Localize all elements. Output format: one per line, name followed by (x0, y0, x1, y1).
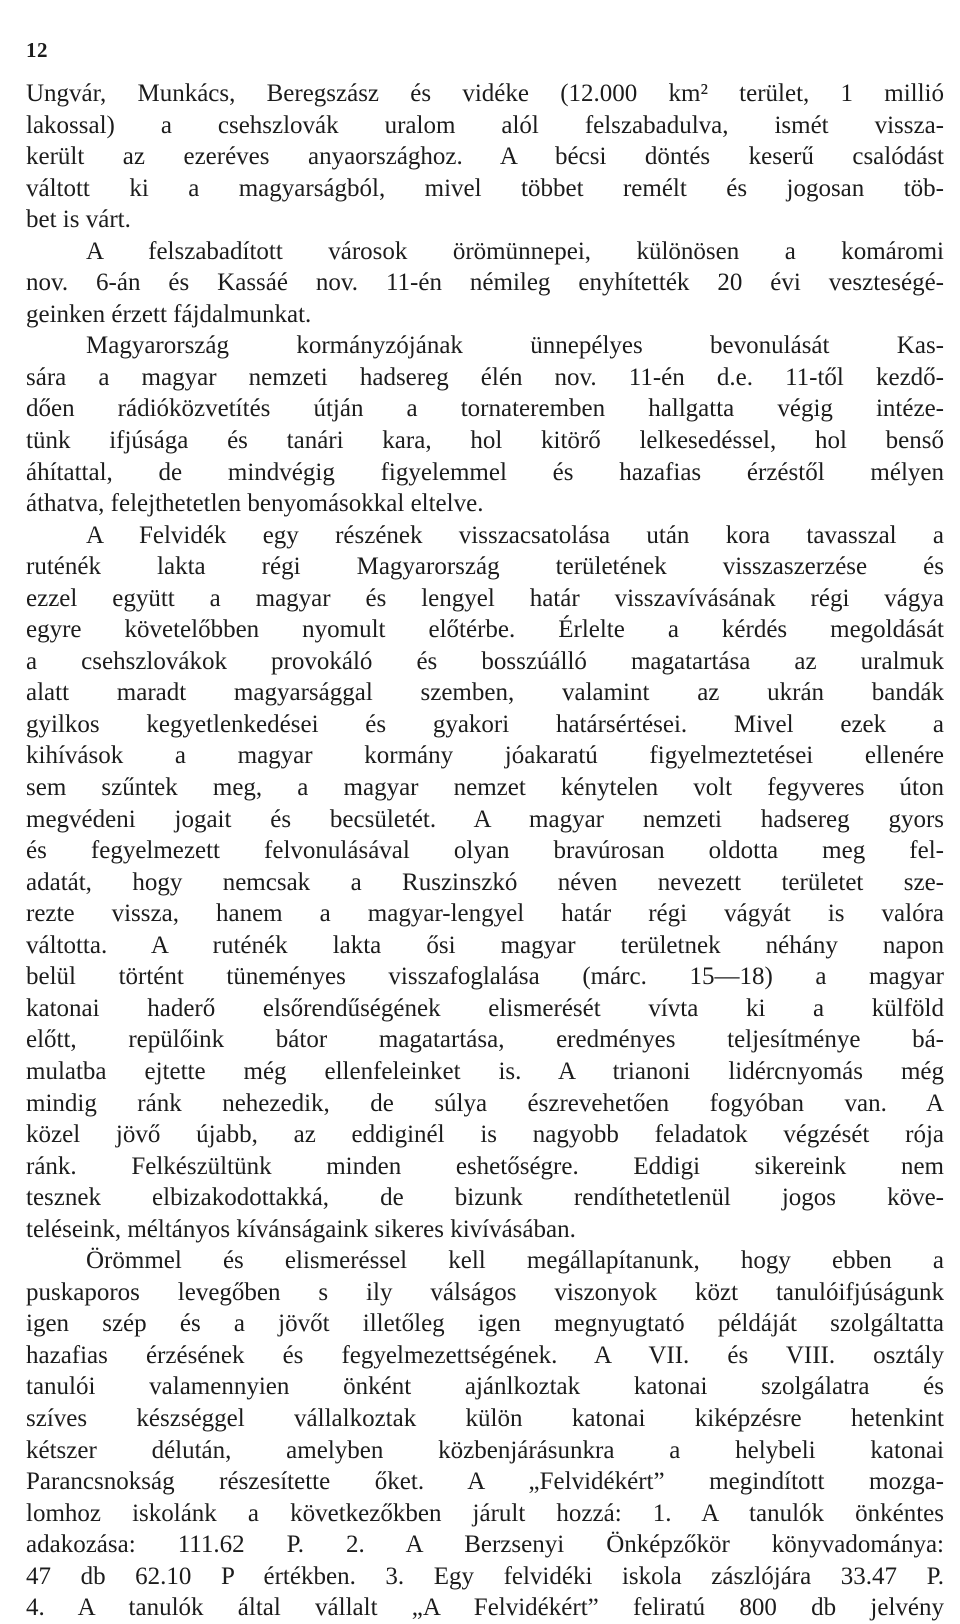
text-line: rezte vissza, hanem a magyar-lengyel határ régi vágyát is valóra (26, 900, 944, 928)
text-line: adatát, hogy nemcsak a Ruszinszkó néven nevezett területet sze- (26, 868, 944, 896)
text-line: tünk ifjúsága és tanári kara, hol kitörő lelkesedéssel, hol benső (26, 427, 944, 455)
text-line: nov. 6-án és Kassáé nov. 11-én némileg enyhítették 20 évi veszteségé- (26, 269, 944, 297)
text-line: a csehszlovákok provokáló és bosszúálló magatartása az uralmuk (26, 647, 944, 675)
text-line: szíves készséggel vállalkoztak külön katonai kiképzésre hetenkint (26, 1404, 944, 1432)
text-line: és fegyelmezett felvonulásával olyan bravúrosan oldotta meg fel- (26, 837, 944, 865)
text-line: előtt, repülőink bátor magatartása, eredményes teljesítménye bá- (26, 1026, 944, 1054)
text-line: bet is várt. (26, 206, 131, 234)
text-line: 47 db 62.10 P értékben. 3. Egy felvidéki iskola zászlójára 33.47 P. (26, 1562, 944, 1590)
text-line: közel jövő újabb, az eddiginél is nagyobb feladatok végzését rója (26, 1121, 944, 1149)
text-line: váltott ki a magyarságból, mivel többet remélt és jogosan töb- (26, 174, 944, 202)
text-line: egyre követelőbben nyomult előtérbe. Érlelte a kérdés megoldását (26, 616, 944, 644)
text-line: adakozása: 111.62 P. 2. A Berzsenyi Önképzőkör könyvadománya: (26, 1531, 944, 1559)
text-line: Magyarország kormányzójának ünnepélyes bevonulását Kas- (86, 332, 944, 360)
text-line: belül történt tüneményes visszafoglalása (márc. 15—18) a magyar (26, 963, 944, 991)
text-line: gyilkos kegyetlenkedései és gyakori határsértései. Mivel ezek a (26, 710, 944, 738)
text-line: megvédeni jogait és becsületét. A magyar nemzeti hadsereg gyors (26, 805, 944, 833)
text-line: sem szűntek meg, a magyar nemzet kénytelen volt fegyveres úton (26, 774, 944, 802)
text-line: kétszer délután, amelyben közbenjárásunkra a helybeli katonai (26, 1436, 944, 1464)
page-number: 12 (26, 38, 48, 62)
text-line: került az ezeréves anyaországhoz. A bécsi döntés keserű csalódást (26, 143, 944, 171)
text-line: áhítattal, de mindvégig figyelemmel és hazafias érzéstől mélyen (26, 458, 944, 486)
text-line: tesznek elbizakodottakká, de bizunk rendíthetetlenül jogos köve- (26, 1184, 944, 1212)
text-line: lakossal) a csehszlovák uralom alól felszabadulva, ismét vissza- (26, 111, 944, 139)
text-line: alatt maradt magyarsággal szemben, valamint az ukrán bandák (26, 679, 944, 707)
text-line: áthatva, felejthetetlen benyomásokkal eltelve. (26, 490, 484, 518)
text-line: teléseink, méltányos kívánságaink sikeres kivívásában. (26, 1215, 576, 1243)
text-line: A Felvidék egy részének visszacsatolása után kora tavasszal a (86, 521, 944, 549)
text-line: katonai haderő elsőrendűségének elismerését vívta ki a külföld (26, 994, 944, 1022)
text-line: lomhoz iskolánk a következőkben járult hozzá: 1. A tanulók önkéntes (26, 1499, 944, 1527)
text-line: igen szép és a jövőt illetőleg igen megnyugtató példáját szolgáltatta (26, 1310, 944, 1338)
body-text (26, 78, 944, 1624)
text-line: dően rádióközvetítés útján a tornateremben hallgatta végig intéze- (26, 395, 944, 423)
text-line: kihívások a magyar kormány jóakaratú figyelmeztetései ellenére (26, 742, 944, 770)
text-line: 4. A tanulók által vállalt „A Felvidékért” feliratú 800 db jelvény (26, 1594, 944, 1622)
text-line: sára a magyar nemzeti hadsereg élén nov. 11-én d.e. 11-től kezdő- (26, 363, 944, 391)
text-line: hazafias érzésének és fegyelmezettségének. A VII. és VIII. osztály (26, 1341, 944, 1369)
text-line: ezzel együtt a magyar és lengyel határ visszavívásának régi vágya (26, 584, 944, 612)
text-line: mulatba ejtette még ellenfeleinket is. A trianoni lidércnyomás még (26, 1057, 944, 1085)
text-line: mindig ránk nehezedik, de súlya észrevehetően fogyóban van. A (26, 1089, 944, 1117)
text-line: váltotta. A ruténék lakta ősi magyar területnek néhány napon (26, 931, 944, 959)
text-line: puskaporos levegőben s ily válságos viszonyok közt tanulóifjúságunk (26, 1278, 944, 1306)
text-line: A felszabadított városok örömünnepei, különösen a komáromi (86, 237, 944, 265)
text-line: tanulói valamennyien önként ajánlkoztak katonai szolgálatra és (26, 1373, 944, 1401)
text-line: ruténék lakta régi Magyarország területének visszaszerzése és (26, 553, 944, 581)
text-line: geinken érzett fájdalmunkat. (26, 300, 312, 328)
text-line: Parancsnokság részesítette őket. A „Felvidékért” megindított mozga- (26, 1468, 944, 1496)
text-line: Örömmel és elismeréssel kell megállapítanunk, hogy ebben a (86, 1247, 944, 1275)
text-line: ránk. Felkészültünk minden eshetőségre. Eddigi sikereink nem (26, 1152, 944, 1180)
text-line: Ungvár, Munkács, Beregszász és vidéke (12.000 km² terület, 1 millió (26, 80, 944, 107)
